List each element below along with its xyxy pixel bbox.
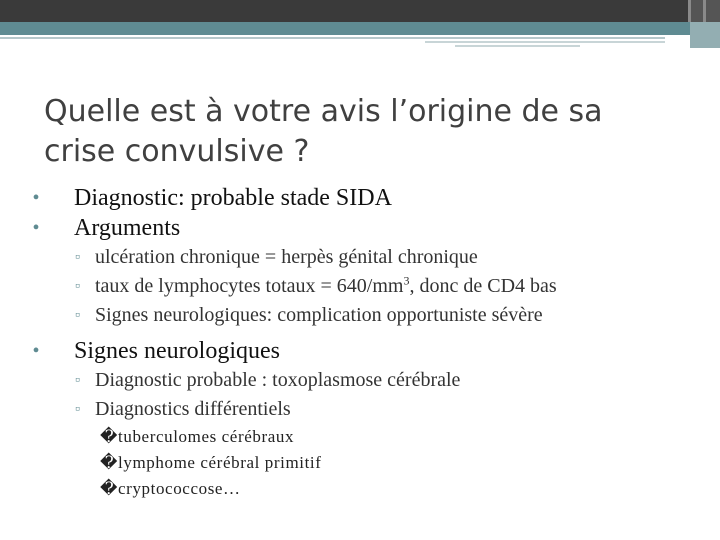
sub-bullet-text [95,275,557,297]
square-bullet-icon: ▫ [75,308,80,323]
header-divider-line [688,0,691,22]
square-bullet-icon: ▫ [75,250,80,265]
slide-title-line: crise convulsive ? [44,134,310,169]
bullet-text: Signes neurologiques [74,338,280,364]
sub-sub-item: �cryptococcose… [100,479,241,498]
slide-title [44,92,684,172]
sub-sub-item: �lymphome cérébral primitif [100,453,322,472]
bullet-text: Diagnostic: probable stade SIDA [74,185,392,211]
sub-bullet-item [28,272,688,301]
header-bar-dark [0,0,720,22]
superscript: 3 [403,273,410,288]
bullet-item [28,213,688,243]
bullet-icon: • [32,340,40,362]
sub-bullet-item [28,366,688,395]
header-bar-accent [0,22,720,35]
sub-bullet-item [28,243,688,272]
bullet-item [28,183,688,213]
slide-body [28,183,688,502]
sub-sub-item: �tuberculomes cérébraux [100,427,295,446]
header-thin-rule [0,37,665,39]
sub-bullet-text: Signes neurologiques: complication opportuniste sévère [95,304,543,326]
bullet-item [28,336,688,366]
bullet-text: Arguments [74,215,181,241]
square-bullet-icon: ▫ [75,279,80,294]
slide-title-line: Quelle est à votre avis l’origine de sa [44,94,603,129]
sub-bullet-item [28,395,688,424]
sub-bullet-text: Diagnostics différentiels [95,398,291,420]
sub-bullet-text: ulcération chronique = herpès génital chronique [95,246,478,268]
bullet-icon: • [32,187,40,209]
sub-bullet-text-part: taux de lymphocytes totaux = 640/mm [95,275,404,297]
header-thin-rule [455,45,580,47]
square-bullet-icon: ▫ [75,402,80,417]
header-divider-line [703,0,706,22]
square-bullet-icon: ▫ [75,373,80,388]
sub-bullet-text: Diagnostic probable : toxoplasmose cérébrale [95,369,461,391]
sub-bullet-text-part: , donc de CD4 bas [409,275,557,297]
bullet-icon: • [32,217,40,239]
sub-bullet-item [28,301,688,330]
header-thin-rule [425,41,665,43]
header-bar-accent-corner [690,22,720,48]
